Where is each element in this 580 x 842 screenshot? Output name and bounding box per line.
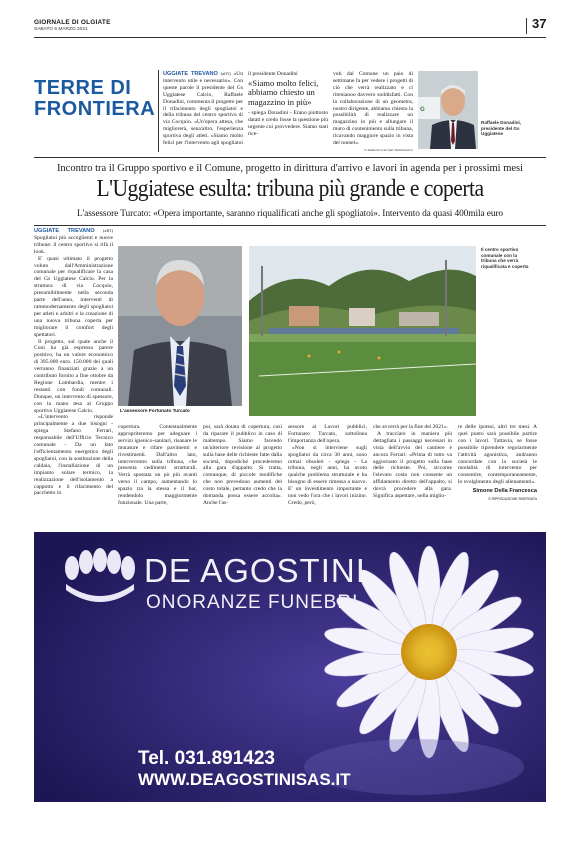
- main-col5b-text: A tracciare in maniera più dettagliata i passaggi necessari in vista dell'avvio del cantiere è ancora Ferrari: «Prima di tutto va aggiornato il progetto sulla base delle richieste. Poi, siccome l'elevato costo non consente un affidamento diretto dell'appalto, si dovrà procedere alla gara. Significa aspettare, nella miglio-: [373, 430, 452, 500]
- president-photo: [418, 71, 478, 149]
- top-article-kicker: UGGIATE TREVANO: [163, 71, 218, 77]
- main-col2: [118, 424, 197, 529]
- section-label-line2: FRONTIERA: [34, 98, 156, 120]
- main-col1-p3: Il progetto, sul quale anche il Coni ha già espresso parere positivo, ha un valore economico di 395.000 euro. 150.000 dei quali verranno finanziati grazie a un contributo fornito a fine ottobre da Regione Lombardia, mentre i restanti con fondi comunali. Dunque, un intervento di spessore, con la mano tesa al Gruppo sportivo Uggiatese Calcio.: [34, 338, 113, 414]
- top-article-col1-text: «Un intervento utile e necessario». Con queste parole il presidente del Gs Uggiatese Calcio, Raffaele Donadini, commenta il progetto per il rifacimento degli spogliatoi e della tribuna del centro sportivo di via Cocquio. «Un'opera attesa, che migliorerà, sena'altro, l'esperienza sportiva degli atleti. «Siamo molto felici per l'intervento agli spogliatoi: [163, 71, 243, 147]
- top-article-col3-text: vuti dal Comune un paio di settimane fa per vedere i progetti di ciò che verrà realizzato e ci ritenianoo davvero soddisfatti. Con la collaborazione di un geometra, nostro dirigente, abbiamo chiesto la possibilità di realizzare un magazzino in più e allungare il muro di contenimento sulla tribuna, ricavando maggiore spazio in vista del tunnel».: [333, 71, 413, 147]
- main-col4b-text: «Non si interviene sugli spogliatoi da circa 30 anni, sono ormai obsoleti - spiega - La tribuna, negli anni, ha avuto qualche problema strutturale e ha bisogno di essere rimessa a nuovo. E' un investimento importante e non vedo l'ora che i lavori inizino. Credo, però,: [288, 444, 367, 506]
- main-author-tag: (afl1): [103, 228, 113, 233]
- ad-website: WWW.DEAGOSTINISAS.IT: [138, 770, 351, 789]
- funeral-ad: [34, 532, 546, 802]
- main-col5-text: che avverrà per la fine del 2021».: [373, 424, 449, 430]
- main-col4: [288, 424, 367, 529]
- sports-field-photo: [249, 246, 476, 416]
- main-col3: [203, 424, 282, 529]
- top-article-copyright: © RIPRODUZIONE RISERVATA: [364, 148, 413, 151]
- main-headline: L'Uggiatese esulta: tribuna più grande e coperta: [96, 176, 484, 202]
- ad-brand: DE AGOSTINI: [144, 552, 366, 589]
- masthead: [34, 18, 546, 38]
- section-label: [34, 78, 154, 120]
- main-col3-text: poi, sarà dotata di copertura, così da riparare il pubblico in caso di maltempo. Siamo facendo un'ulteriore revisione al progetto sulla base delle richieste fatte dalla società, dopodiché procederemo alla gara d'appalto. Si tratta, comunque, di piccole modifiche che non prevedono aumenti del costo totale, pertanto credo che la domanda possa essere accolta». Anche l'as-: [203, 424, 282, 506]
- main-col4-text: sessore ai Lavori pubblici, Fortunato Turcato, sottolinea l'importanza dell'opera.: [288, 424, 367, 444]
- main-copyright: © RIPRODUZIONE RISERVATA: [488, 497, 537, 502]
- main-col5: [373, 424, 452, 529]
- paper-name: GIORNALE DI OLGIATE: [34, 19, 111, 26]
- main-kicker: UGGIATE TREVANO: [34, 228, 95, 234]
- top-article-author-tag: (afl1): [220, 71, 231, 76]
- ad-tagline: ONORANZE FUNEBRI: [146, 592, 359, 613]
- top-article-col3: [333, 71, 413, 151]
- issue-date: SABATO 6 MARZO 2021: [34, 27, 88, 32]
- section-label-line1: TERRE DI: [34, 77, 132, 99]
- svg-text:G: G: [420, 107, 425, 113]
- main-subhead: L'assessore Turcato: «Opera importante, saranno riqualificati anche gli spogliatoi». Intervento da quasi 400mila euro: [76, 209, 504, 219]
- main-col1: [34, 228, 113, 528]
- main-col6-text: re delle ipotesi, altri tre mesi. A quel punto sarà possibile partire con i lavori. Tuttavia, se fosse possibile riprendere regolarmente l'attività agonistica, andranno concordate con la società le modalità di intervento per consentire, contemporaneamente, lo svolgimento degli allenamenti».: [458, 424, 537, 486]
- main-col1-p1: Spogliatoi più accoglienti e nuove tribune: il centro sportivo si rifà il look.: [34, 234, 113, 255]
- main-col6: [458, 424, 537, 529]
- top-article-col2: [248, 71, 328, 151]
- sports-field-photo-caption: Il centro sportivo comunale con la tribuna che verrà riqualificata e coperta: [481, 247, 529, 269]
- main-col2-text: copertura. Contestualmente appropriteremo per adeguare i servizi igienico-sanitari, risanare le murature e rifare pavimenti e rivestimenti. Dall'altro lato, interverremo sulla tribuna, che presenta cedimenti strutturali. Verrà spostata un pò più avanti verso il campo, aumentando lo spazio tra la stessa e il bar, rendendolo maggiormente funzionale. Una parte,: [118, 424, 197, 506]
- top-article-col1: [163, 71, 243, 151]
- assessore-photo-caption: L'assessore Fortunato Turcato: [120, 409, 190, 414]
- top-article-quote: «Siamo molto felici, abbiamo chiesto un magazzino in più»: [248, 77, 319, 107]
- main-col1-p2: E' quasi ultimato il progetto voluto dall'Amministrazione comunale per riqualificare la casa del Gs Uggiatese Calcio. Per la struttura di via Cocquio, presumibilmente nella seconda parte dell'anno, interventi di rammodernamento degli spogliatoi per atleti e arbitri e la creazione di una nuova tribuna coperta per migliorare il comfort degli spettatori.: [34, 255, 113, 338]
- main-byline: Simone Della Francesca: [472, 488, 537, 495]
- page-number: 37: [532, 16, 547, 31]
- assessore-photo: [118, 246, 242, 406]
- main-col1-p4: «L'intervento risponde principalmente a due bisogni - spiega Stefano Ferrari, responsabile dell'Ufficio Tecnico comunale - Da un lato l'efficientamento energetico degli spogliatoi, con la sostituzione della caldaia, l'installazione di un impianto solare termico, la realizzazione dell'isolamento a cappotto e il rifacimento del pacchetto in: [34, 414, 113, 497]
- president-photo-caption: Raffaele Donadini, presidente del Gs Uggiatese: [481, 120, 522, 137]
- top-article-col2-rest: - spiega Donadini - Erano piuttosto datati e credo fosse la questione più urgente cui provvedere. Siamo stati rice-: [248, 110, 328, 138]
- top-article-col2-intro: il presidente Donadini: [248, 71, 298, 77]
- ad-phone: Tel. 031.891423: [138, 748, 275, 769]
- main-overline: Incontro tra il Gruppo sportivo e il Comune, progetto in dirittura d'arrivo e lavori in agenda per i prossimi mesi: [56, 163, 524, 174]
